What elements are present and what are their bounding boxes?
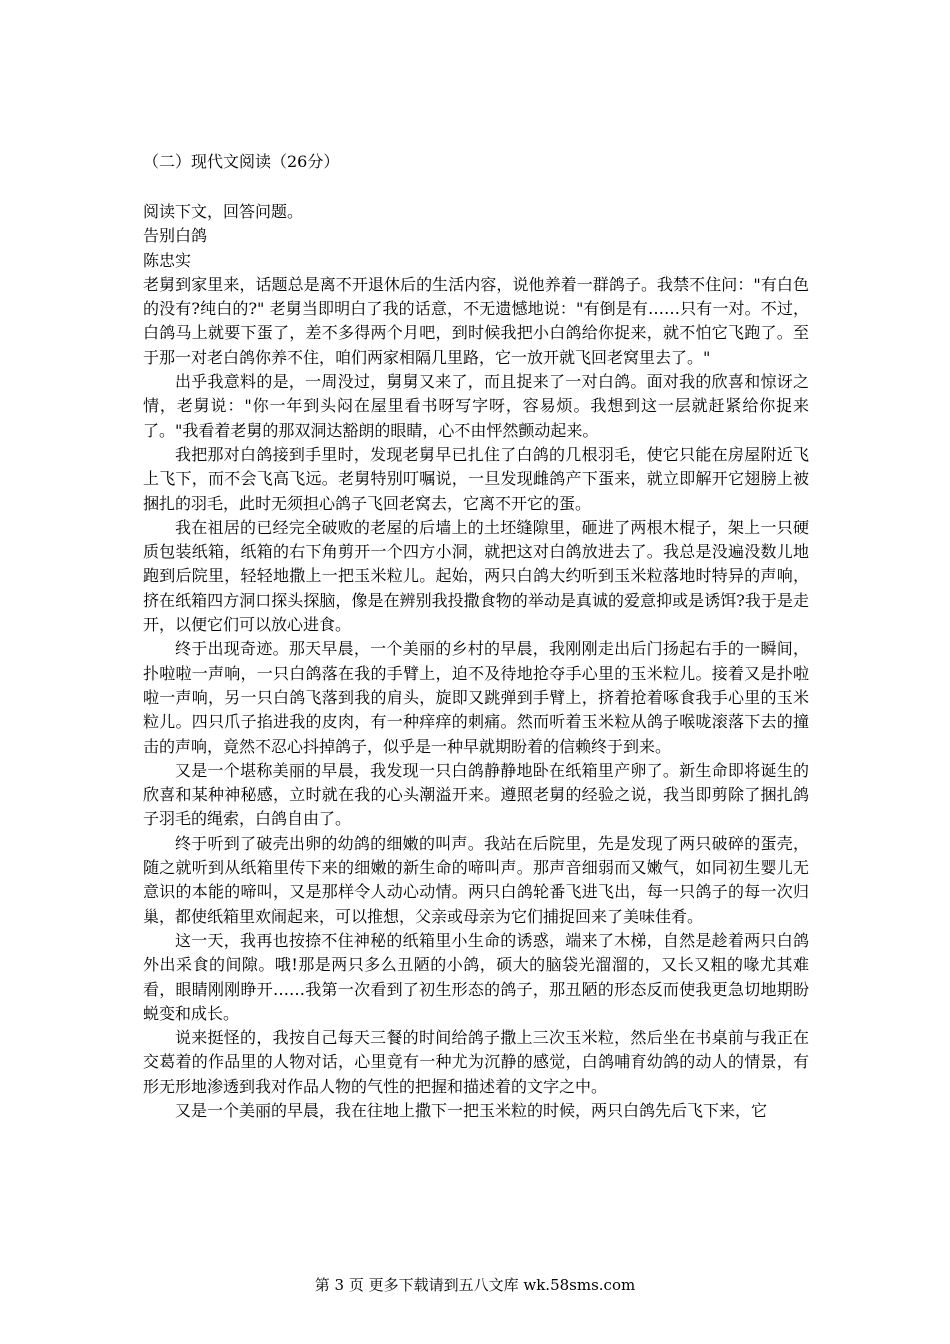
article-title: 告别白鸽 xyxy=(143,226,208,246)
paragraph-7: 终于听到了破壳出卵的幼鸽的细嫩的叫声。我站在后院里，先是发现了两只破碎的蛋壳，随之就听到从纸箱里传下来的细嫩的新生命的啼叫声。那声音细弱而又嫩气，如同初生婴儿无意识的本能的啼叫，又是那样令人动心动情。两只白鸽轮番飞进飞出，每一只鸽子的每一次归巢，都使纸箱里欢闹起来，可以推想，父亲或母亲为它们捕捉回来了美味佳肴。 xyxy=(143,833,809,926)
paragraph-1: 老舅到家里来，话题总是离不开退休后的生活内容，说他养着一群鸽子。我禁不住问："有白色的没有?纯白的?" 老舅当即明白了我的话意，不无遗憾地说："有倒是有……只有一对。不过，白鸽马上就要下蛋了，差不多得两个月吧，到时候我把小白鸽给你捉来，就不怕它飞跑了。至于那一对老白鸽你养不住，咱们两家相隔几里路，它一放开就飞回老窝里去了。" xyxy=(143,274,809,367)
paragraph-9: 说来挺怪的，我按自己每天三餐的时间给鸽子撒上三次玉米粒，然后坐在书桌前与我正在交葛着的作品里的人物对话，心里竟有一种尤为沉静的感觉，白鸽哺育幼鸽的动人的情景，有形无形地渗透到我对作品人物的气性的把握和描述着的文字之中。 xyxy=(143,1028,809,1096)
paragraph-3: 我把那对白鸽接到手里时，发现老舅早已扎住了白鸽的几根羽毛，使它只能在房屋附近飞上飞下，而不会飞高飞远。老舅特别叮嘱说，一旦发现雌鸽产下蛋来，就立即解开它翅膀上被捆扎的羽毛，此时无须担心鸽子飞回老窝去，它离不开它的蛋。 xyxy=(143,444,809,513)
section-heading: （二）现代文阅读（26分） xyxy=(143,152,340,171)
paragraph-10: 又是一个美丽的早晨，我在往地上撒下一把玉米粒的时候，两只白鸽先后飞下来，它 xyxy=(175,1100,768,1120)
paragraph-5: 终于出现奇迹。那天早晨，一个美丽的乡村的早晨，我刚刚走出后门扬起右手的一瞬间，扑啦啦一声响，一只白鸽落在我的手臂上，迫不及待地抢夺手心里的玉米粒儿。接着又是扑啦啦一声响，另一只白鸽飞落到我的肩头，旋即又跳弹到手臂上，挤着抢着啄食我手心里的玉米粒儿。四只爪子掐进我的皮肉，有一种痒痒的刺痛。然而听着玉米粒从鸽子喉咙滚落下去的撞击的声响，竟然不忍心抖掉鸽子，似乎是一种早就期盼着的信赖终于到来。 xyxy=(143,639,809,756)
page-footer: 第 3 页 更多下载请到五八文库 wk.58sms.com xyxy=(314,1276,636,1294)
article-body xyxy=(143,200,809,1123)
paragraph-4: 我在祖居的已经完全破败的老屋的后墙上的土坯缝隙里，砸进了两根木棍子，架上一只硬质包装纸箱，纸箱的右下角剪开一个四方小洞，就把这对白鸽放进去了。我总是没遍没数儿地跑到后院里，轻轻地撒上一把玉米粒儿。起始，两只白鸽大约听到玉米粒落地时特异的声响，挤在纸箱四方洞口探头探脑，像是在辨别我投撒食物的举动是真诚的爱意抑或是诱饵?我于是走开，以便它们可以放心进食。 xyxy=(143,517,809,635)
paragraph-8: 这一天，我再也按捺不住神秘的纸箱里小生命的诱惑，端来了木梯，自然是趁着两只白鸽外出采食的间隙。哦!那是两只多么丑陋的小鸽，硕大的脑袋光溜溜的，又长又粗的喙尤其难看，眼睛刚刚睁开……我第一次看到了初生形态的鸽子，那丑陋的形态反而使我更急切地期盼蜕变和成长。 xyxy=(143,930,809,1023)
article-author: 陈忠实 xyxy=(143,250,192,270)
paragraph-2: 出乎我意料的是，一周没过，舅舅又来了，而且捉来了一对白鸽。面对我的欣喜和惊讶之情，老舅说："你一年到头闷在屋里看书呀写字呀，容易烦。我想到这一层就赶紧给你捉来了。"我看着老舅的那双洞达豁朗的眼睛，心不由怦然颤动起来。 xyxy=(143,372,809,440)
paragraph-6: 又是一个堪称美丽的早晨，我发现一只白鸽静静地卧在纸箱里产卵了。新生命即将诞生的欣喜和某种神秘感，立时就在我的心头潮溢开来。遵照老舅的经验之说，我当即剪除了捆扎鸽子羽毛的绳索，白鸽自由了。 xyxy=(143,760,809,829)
instruction-line: 阅读下文，回答问题。 xyxy=(143,202,304,221)
